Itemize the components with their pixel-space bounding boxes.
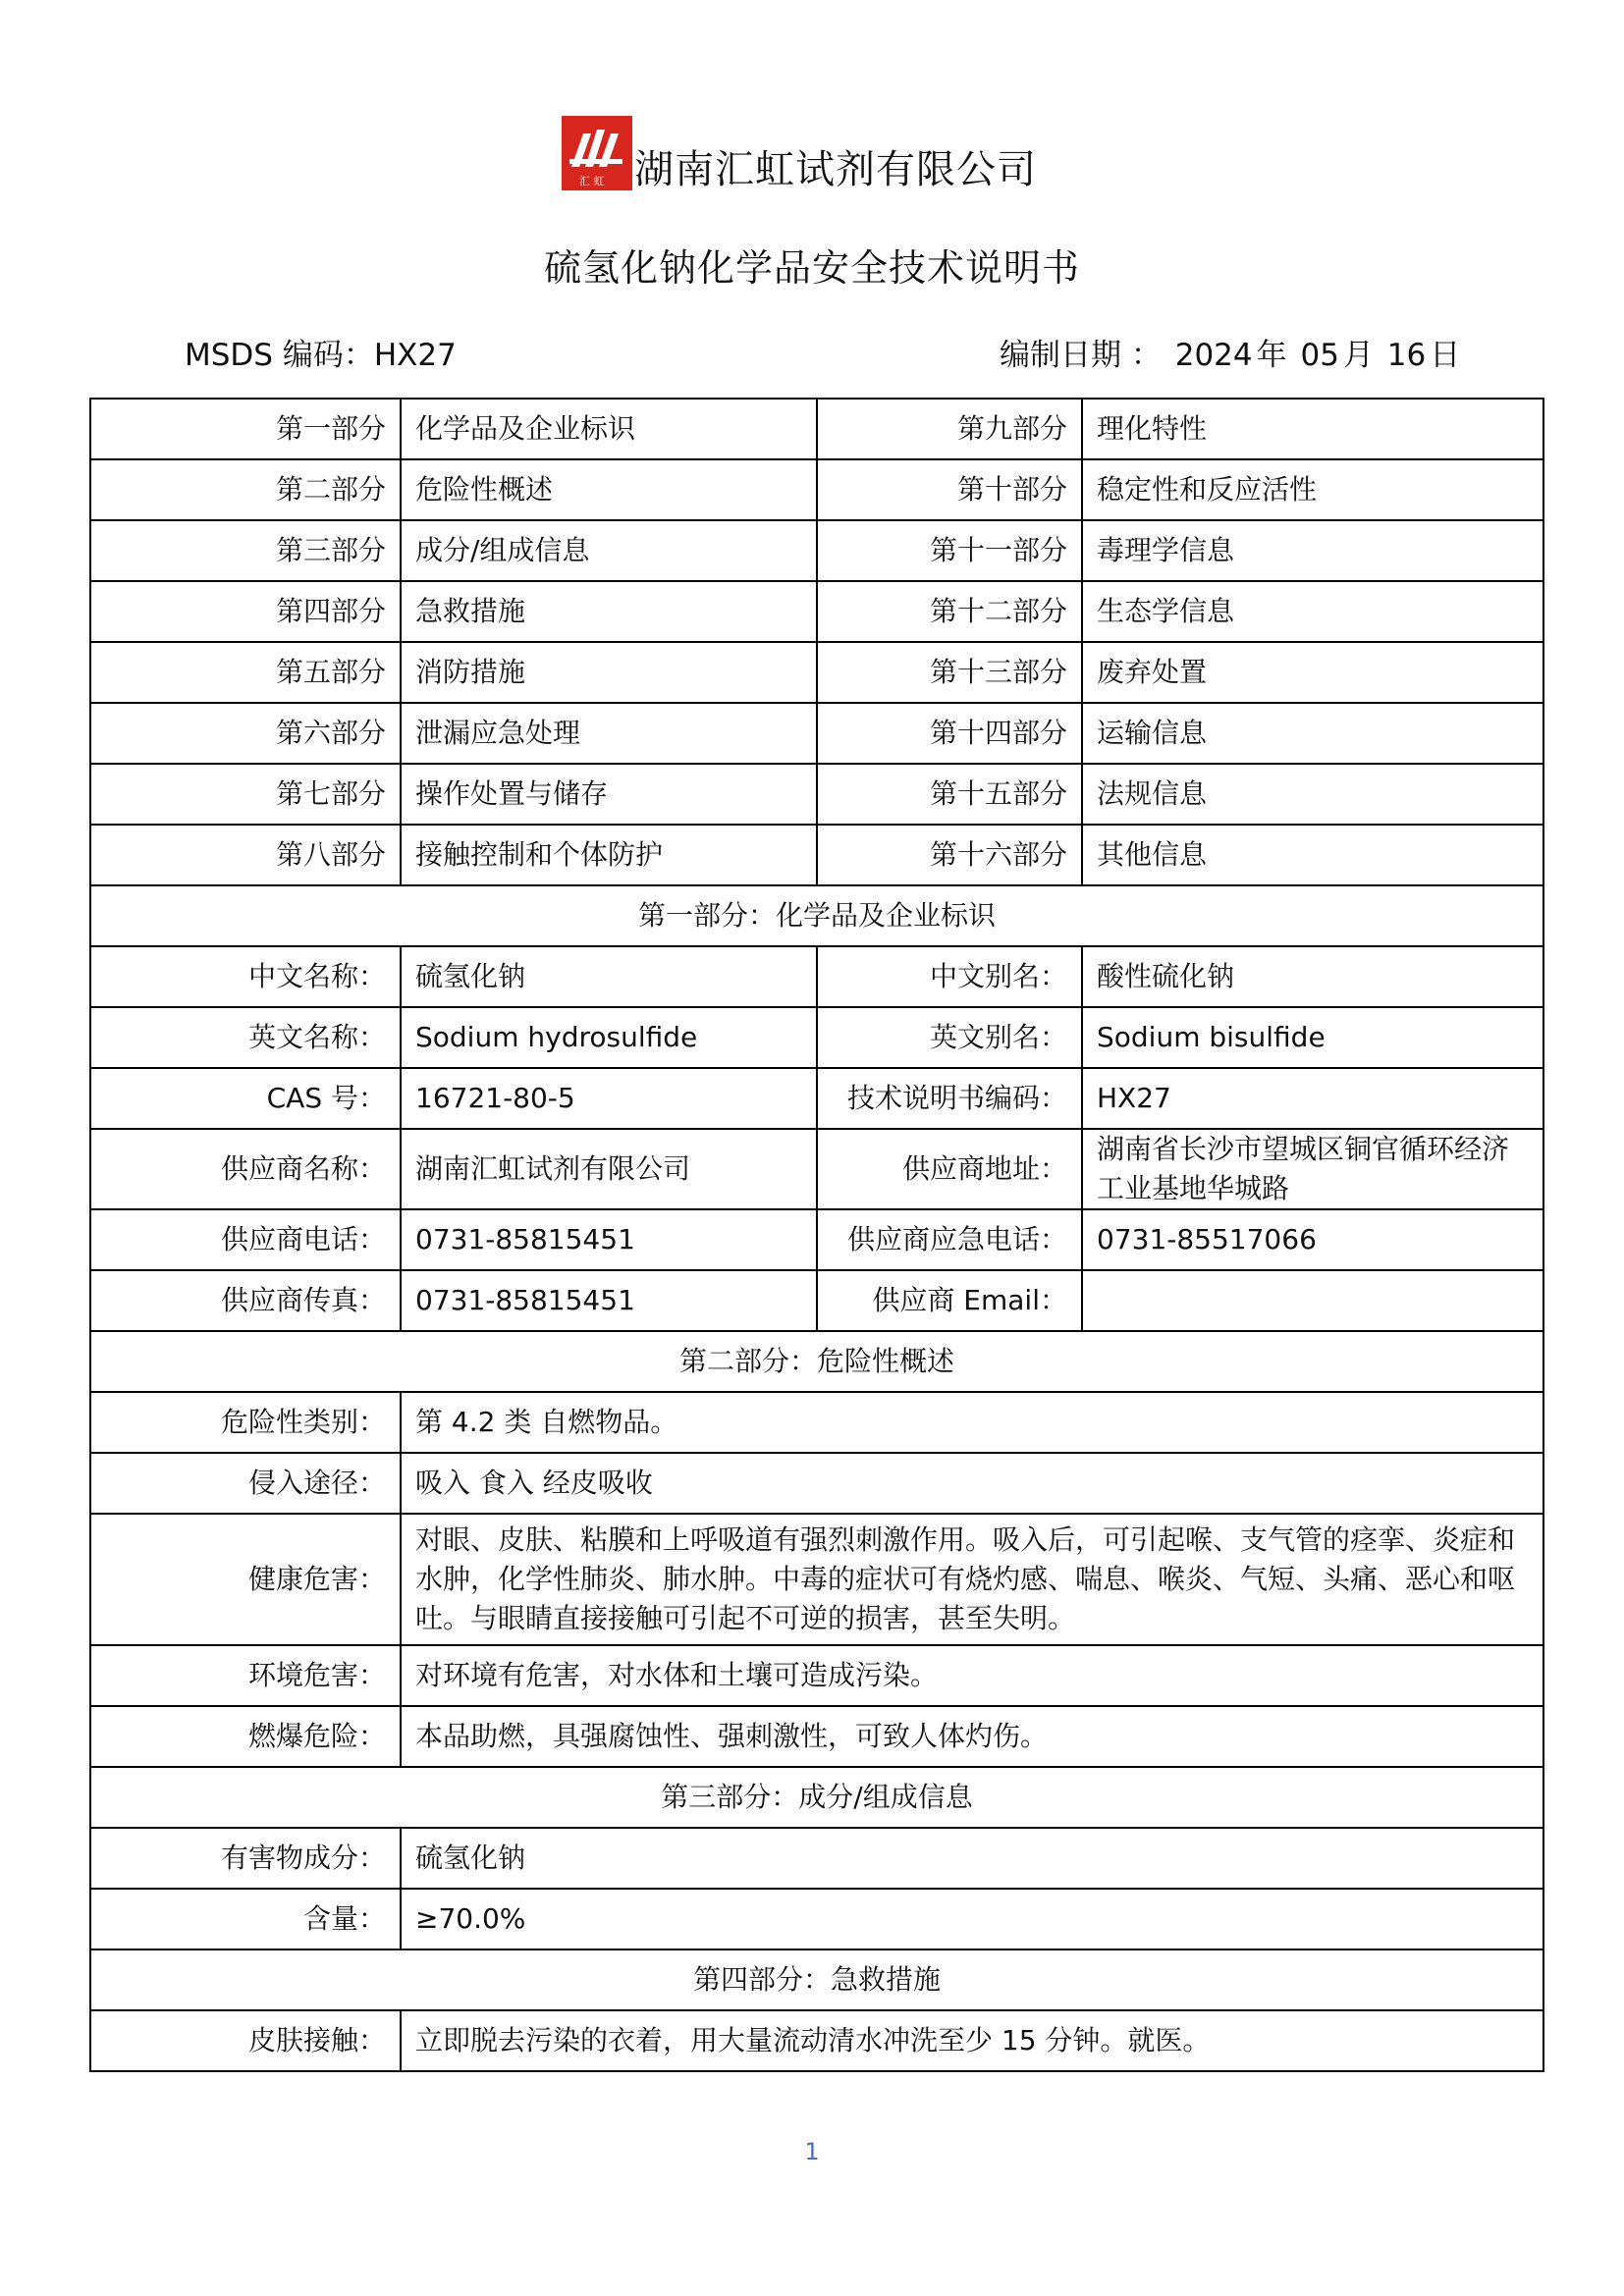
- field-row: [90, 1270, 1543, 1331]
- toc-value: 其他信息: [1082, 825, 1543, 885]
- field-label: 环境危害：: [90, 1645, 401, 1706]
- toc-row: [90, 520, 1543, 581]
- toc-value: 理化特性: [1082, 399, 1543, 459]
- toc-value: 危险性概述: [401, 459, 817, 520]
- health-hazard-text: 对眼、皮肤、粘膜和上呼吸道有强烈刺激作用。吸入后，可引起喉、支气管的痉挛、炎症和水肿，化学性肺炎、肺水肿。中毒的症状可有烧灼感、喘息、喉炎、气短、头痛、恶心和呕吐。与眼睛直接接触可引起不可逆的损害，甚至失明。: [401, 1514, 1543, 1645]
- toc-value: 化学品及企业标识: [401, 399, 817, 459]
- field-value: 0731-85517066: [1082, 1209, 1543, 1270]
- field-label: 供应商地址：: [817, 1129, 1082, 1209]
- toc-label: 第十部分: [817, 459, 1082, 520]
- toc-label: 第二部分: [90, 459, 401, 520]
- msds-label: MSDS 编码：: [185, 338, 374, 373]
- field-label: 中文名称：: [90, 946, 401, 1007]
- date-day: 16: [1386, 338, 1427, 373]
- section-2-header: 第二部分：危险性概述: [90, 1331, 1543, 1392]
- field-label: 健康危害：: [90, 1514, 401, 1645]
- field-value: 对环境有危害，对水体和土壤可造成污染。: [401, 1645, 1543, 1706]
- field-label: 供应商 Email：: [817, 1270, 1082, 1331]
- section-header-row: [90, 1949, 1543, 2010]
- section-4-header: 第四部分：急救措施: [90, 1949, 1543, 2010]
- msds-table: [89, 398, 1544, 2072]
- svg-text:汇 虹: 汇 虹: [579, 175, 605, 187]
- field-value: 吸入 食入 经皮吸收: [401, 1453, 1543, 1514]
- toc-label: 第十三部分: [817, 642, 1082, 703]
- toc-label: 第一部分: [90, 399, 401, 459]
- toc-value: 毒理学信息: [1082, 520, 1543, 581]
- field-label: 供应商电话：: [90, 1209, 401, 1270]
- toc-value: 操作处置与储存: [401, 764, 817, 825]
- company-logo: [562, 116, 632, 190]
- msds-value: HX27: [373, 338, 457, 373]
- section-3-header: 第三部分：成分/组成信息: [90, 1767, 1543, 1828]
- field-value: Sodium bisulfide: [1082, 1007, 1543, 1068]
- toc-label: 第十四部分: [817, 703, 1082, 764]
- field-label: CAS 号：: [90, 1068, 401, 1129]
- field-value: 硫氢化钠: [401, 946, 817, 1007]
- toc-label: 第六部分: [90, 703, 401, 764]
- field-label: 有害物成分：: [90, 1828, 401, 1889]
- toc-row: [90, 764, 1543, 825]
- field-row: [90, 946, 1543, 1007]
- toc-value: 稳定性和反应活性: [1082, 459, 1543, 520]
- page-number: 1: [804, 2138, 820, 2165]
- field-label: 皮肤接触：: [90, 2010, 401, 2071]
- field-row: [90, 1706, 1543, 1767]
- section-header-row: [90, 1767, 1543, 1828]
- field-value: ≥70.0%: [401, 1889, 1543, 1949]
- toc-label: 第十六部分: [817, 825, 1082, 885]
- field-value: 16721-80-5: [401, 1068, 817, 1129]
- toc-label: 第十一部分: [817, 520, 1082, 581]
- toc-value: 生态学信息: [1082, 581, 1543, 642]
- field-label: 英文别名：: [817, 1007, 1082, 1068]
- date-month-unit: 月: [1342, 338, 1374, 373]
- toc-value: 急救措施: [401, 581, 817, 642]
- field-row: [90, 2010, 1543, 2071]
- field-label: 供应商传真：: [90, 1270, 401, 1331]
- date-month: 05: [1300, 338, 1339, 373]
- toc-label: 第五部分: [90, 642, 401, 703]
- toc-label: 第九部分: [817, 399, 1082, 459]
- field-label: 供应商名称：: [90, 1129, 401, 1209]
- supplier-address: 湖南省长沙市望城区铜官循环经济工业基地华城路: [1082, 1129, 1543, 1209]
- field-row: [90, 1392, 1543, 1453]
- field-label: 技术说明书编码：: [817, 1068, 1082, 1129]
- toc-row: [90, 825, 1543, 885]
- field-label: 燃爆危险：: [90, 1706, 401, 1767]
- toc-value: 成分/组成信息: [401, 520, 817, 581]
- field-label: 英文名称：: [90, 1007, 401, 1068]
- toc-row: [90, 642, 1543, 703]
- field-row: [90, 1645, 1543, 1706]
- section-header-row: [90, 885, 1543, 946]
- field-row: [90, 1453, 1543, 1514]
- field-row: [90, 1889, 1543, 1949]
- document-title: 硫氢化钠化学品安全技术说明书: [543, 246, 1080, 290]
- toc-value: 运输信息: [1082, 703, 1543, 764]
- toc-label: 第八部分: [90, 825, 401, 885]
- msds-code: [185, 336, 457, 375]
- toc-label: 第七部分: [90, 764, 401, 825]
- field-value: 酸性硫化钠: [1082, 946, 1543, 1007]
- field-label: 含量：: [90, 1889, 401, 1949]
- toc-label: 第四部分: [90, 581, 401, 642]
- field-row: [90, 1068, 1543, 1129]
- toc-value: 接触控制和个体防护: [401, 825, 817, 885]
- date-year-unit: 年: [1256, 338, 1287, 373]
- field-row: [90, 1828, 1543, 1889]
- field-value: 硫氢化钠: [401, 1828, 1543, 1889]
- section-1-header: 第一部分：化学品及企业标识: [90, 885, 1543, 946]
- compile-date: [1000, 336, 1464, 375]
- toc-row: [90, 703, 1543, 764]
- field-label: 危险性类别：: [90, 1392, 401, 1453]
- toc-row: [90, 399, 1543, 459]
- field-row: [90, 1129, 1543, 1209]
- field-value: 湖南汇虹试剂有限公司: [401, 1129, 817, 1209]
- field-label: 供应商应急电话：: [817, 1209, 1082, 1270]
- field-row: [90, 1514, 1543, 1645]
- toc-label: 第十五部分: [817, 764, 1082, 825]
- field-value: Sodium hydrosulfide: [401, 1007, 817, 1068]
- section-header-row: [90, 1331, 1543, 1392]
- date-year: 2024: [1174, 338, 1253, 373]
- field-label: 中文别名：: [817, 946, 1082, 1007]
- toc-row: [90, 581, 1543, 642]
- toc-label: 第三部分: [90, 520, 401, 581]
- field-row: [90, 1007, 1543, 1068]
- field-value: HX27: [1082, 1068, 1543, 1129]
- toc-value: 消防措施: [401, 642, 817, 703]
- date-day-unit: 日: [1430, 338, 1461, 373]
- toc-label: 第十二部分: [817, 581, 1082, 642]
- toc-row: [90, 459, 1543, 520]
- toc-value: 法规信息: [1082, 764, 1543, 825]
- document-header: [0, 116, 1624, 204]
- field-value: 立即脱去污染的衣着，用大量流动清水冲洗至少 15 分钟。就医。: [401, 2010, 1543, 2071]
- field-value: 0731-85815451: [401, 1209, 817, 1270]
- field-value: 第 4.2 类 自燃物品。: [401, 1392, 1543, 1453]
- field-value: 本品助燃，具强腐蚀性、强刺激性，可致人体灼伤。: [401, 1706, 1543, 1767]
- field-value: 0731-85815451: [401, 1270, 817, 1331]
- date-label: 编制日期 ：: [1000, 338, 1162, 373]
- toc-value: 泄漏应急处理: [401, 703, 817, 764]
- field-label: 侵入途径：: [90, 1453, 401, 1514]
- company-name: 湖南汇虹试剂有限公司: [634, 147, 1037, 192]
- toc-value: 废弃处置: [1082, 642, 1543, 703]
- field-value: [1082, 1270, 1543, 1331]
- field-row: [90, 1209, 1543, 1270]
